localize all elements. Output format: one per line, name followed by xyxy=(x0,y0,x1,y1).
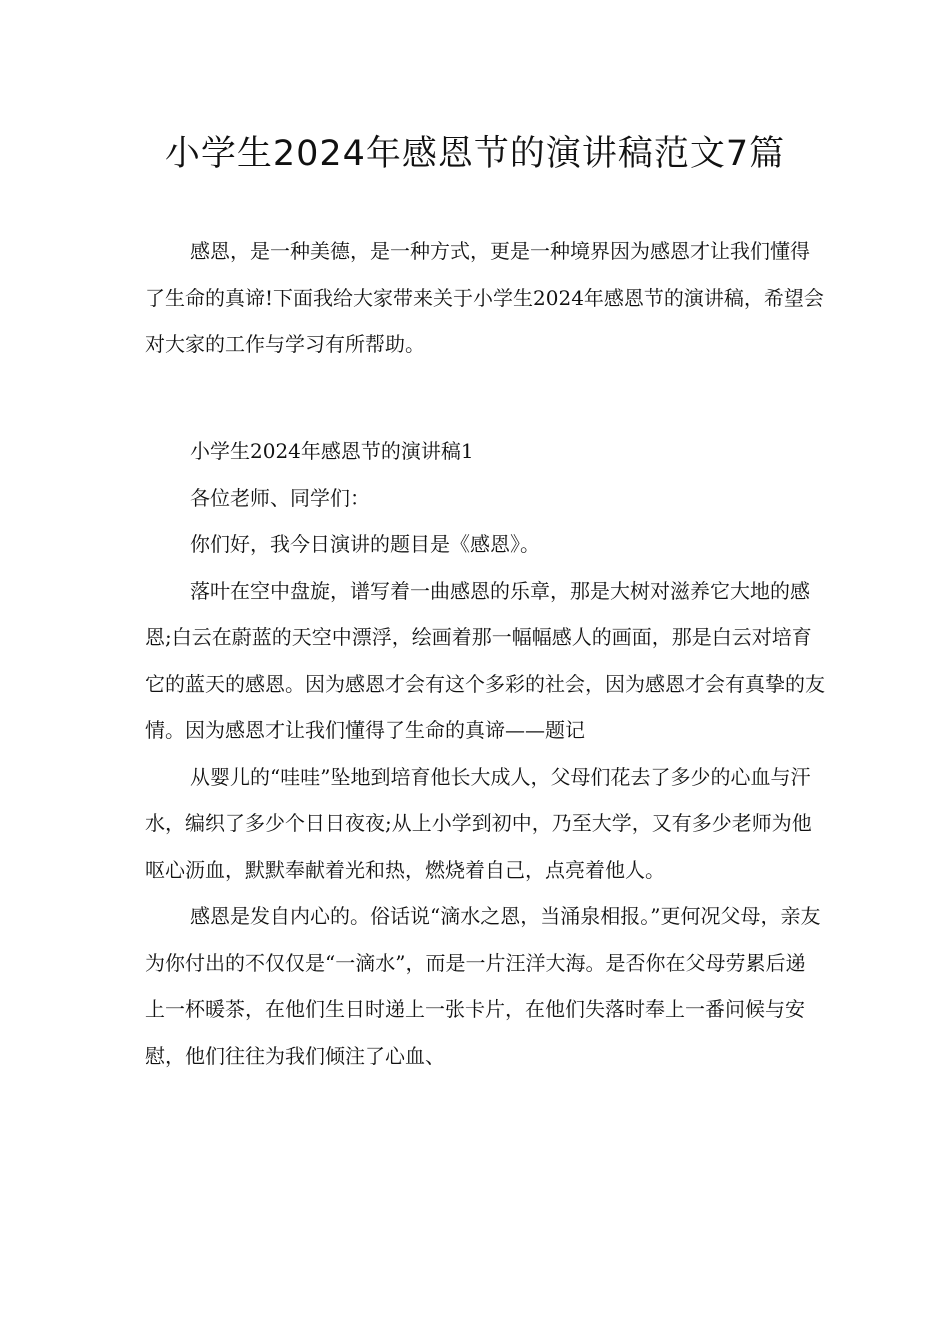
speech-greeting: 你们好，我今日演讲的题目是《感恩》。 xyxy=(190,532,540,556)
speech-paragraph: 从婴儿的“哇哇”坠地到培育他长大成人，父母们花去了多少的心血与汗水，编织了多少个日日夜夜;从上小学到初中，乃至大学，又有多少老师为他呕心沥血，默默奉献着光和热，燃烧着自己，点亮着他人。 xyxy=(145,764,812,882)
speech-paragraph: 落叶在空中盘旋，谱写着一曲感恩的乐章，那是大树对滋养它大地的感恩;白云在蔚蓝的天空中漂浮，绘画着那一幅幅感人的画面，那是白云对培育它的蓝天的感恩。因为感恩才会有这个多彩的社会，因为感恩才会有真挚的友情。因为感恩才让我们懂得了生命的真谛——题记 xyxy=(145,578,825,742)
intro-paragraph: 感恩，是一种美德，是一种方式，更是一种境界因为感恩才让我们懂得了生命的真谛!下面我给大家带来关于小学生2024年感恩节的演讲稿，希望会对大家的工作与学习有所帮助。 xyxy=(145,239,824,356)
document-title: 小学生2024年感恩节的演讲稿范文7篇 xyxy=(164,134,786,174)
speech-paragraph: 感恩是发自内心的。俗话说“滴水之恩，当涌泉相报。”更何况父母，亲友为你付出的不仅仅是“一滴水”，而是一片汪洋大海。是否你在父母劳累后递上一杯暖茶，在他们生日时递上一张卡片，在他们失落时奉上一番问候与安慰，他们往往为我们倾注了心血、 xyxy=(145,904,821,1068)
speech-salutation: 各位老师、同学们： xyxy=(190,485,370,510)
speech-body xyxy=(145,428,825,1079)
speech-heading: 小学生2024年感恩节的演讲稿1 xyxy=(190,439,474,463)
